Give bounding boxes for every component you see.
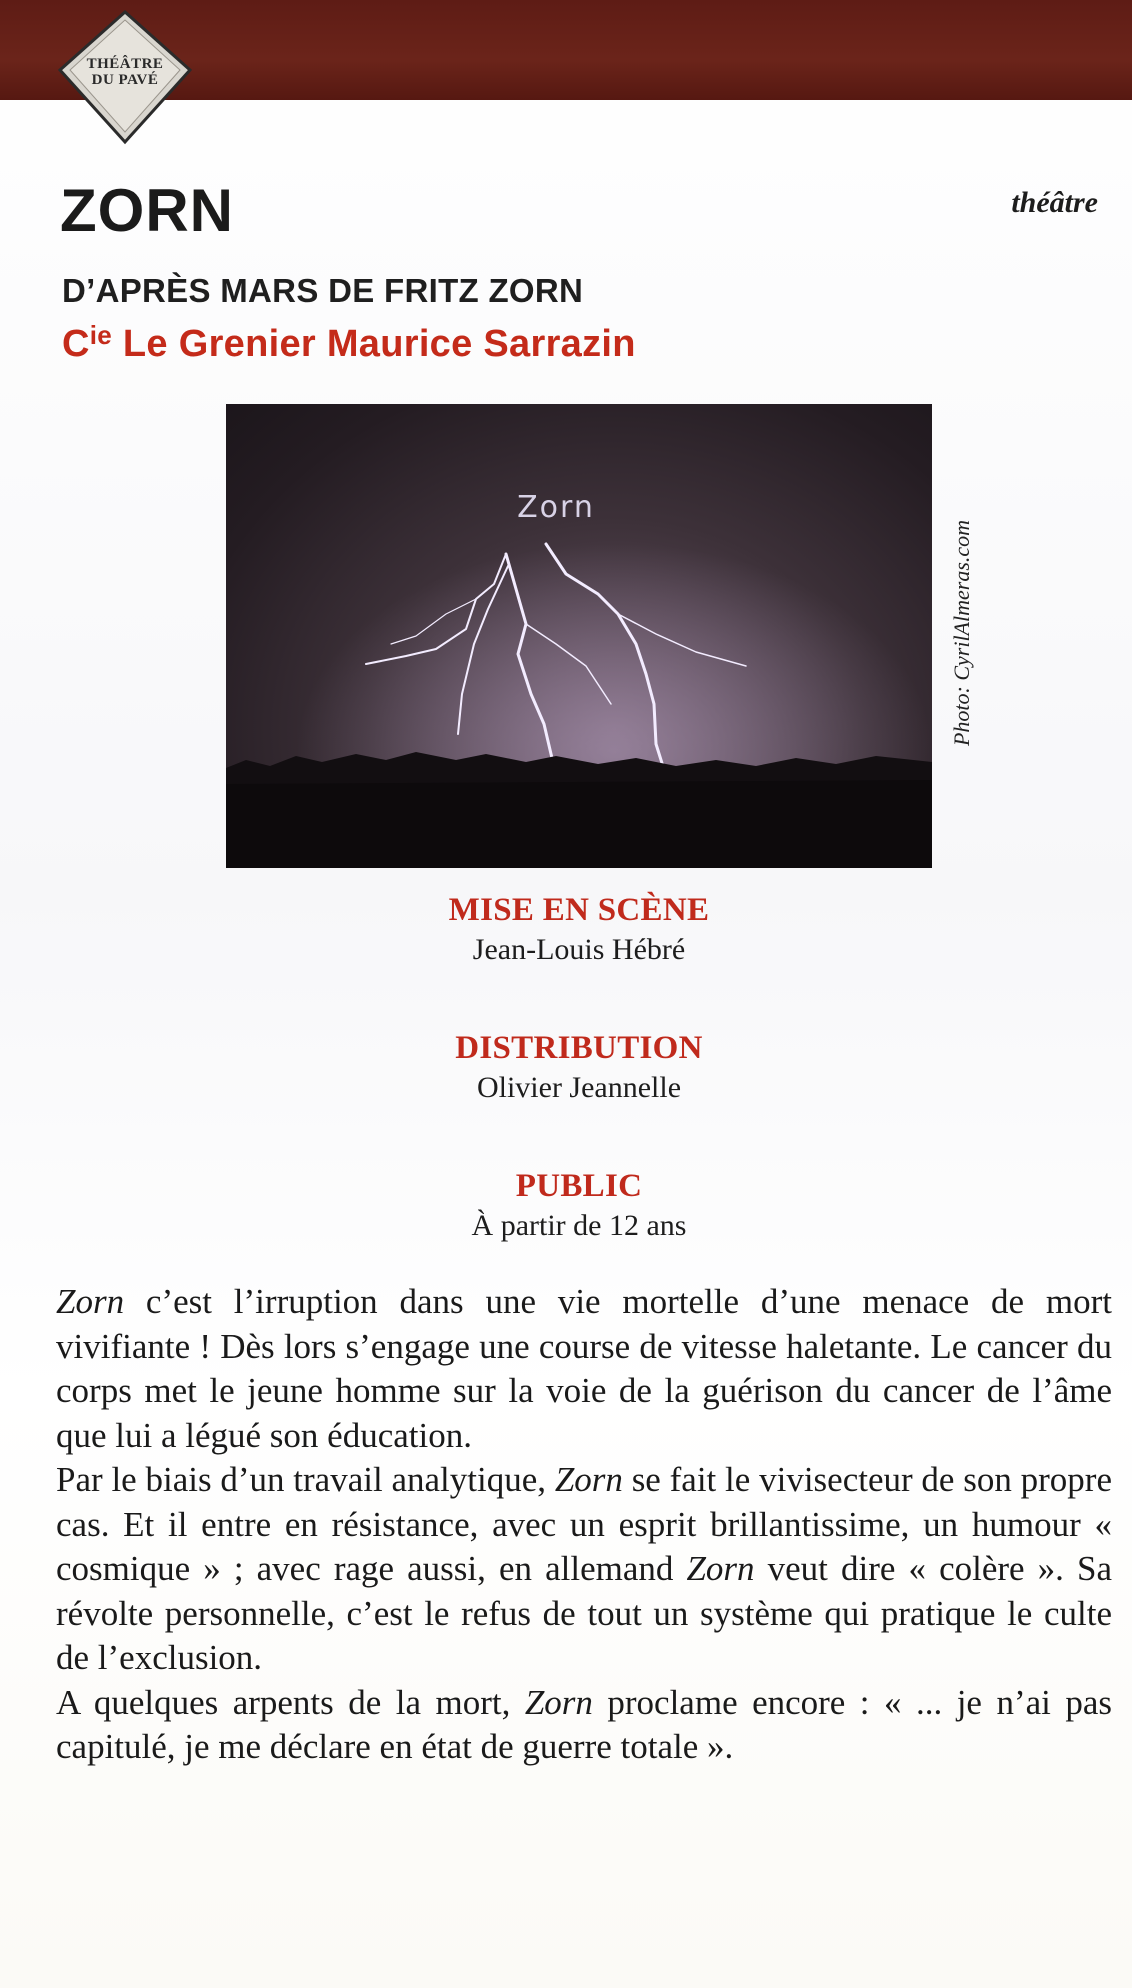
credit-heading: DISTRIBUTION xyxy=(455,1030,703,1066)
lightning-scene-icon xyxy=(226,404,932,868)
company-name xyxy=(62,320,636,366)
description xyxy=(56,1280,1112,1770)
company-superscript: ie xyxy=(89,320,113,350)
credit-item-direction xyxy=(226,890,932,970)
theatre-logo xyxy=(56,8,194,146)
credit-heading: MISE EN SCÈNE xyxy=(448,892,710,928)
badge-line-1: THÉÂTRE xyxy=(86,56,164,72)
paragraph xyxy=(56,1458,1112,1681)
paragraph-text: proclame encore : « ... je n’ai pas capitulé, je me déclare en état de guerre totale ». xyxy=(56,1682,1112,1766)
italic-title: Zorn xyxy=(524,1682,593,1722)
company-prefix: C xyxy=(62,323,90,365)
paragraph-text: Par le biais d’un travail analytique, xyxy=(56,1460,555,1499)
photo-caption: Zorn xyxy=(517,490,595,525)
badge-line-2: DU PAVÉ xyxy=(91,72,159,88)
paragraph-text: se fait le vivisecteur de son propre cas. Et il entre en résistance, avec un esprit brillantissime, un humour « cosmique » ; avec rage aussi, en allemand xyxy=(56,1460,1112,1588)
show-subtitle: D’APRÈS MARS DE FRITZ ZORN xyxy=(62,272,584,309)
show-title: ZORN xyxy=(60,177,234,244)
category-label: théâtre xyxy=(1011,186,1098,219)
credit-value: Jean-Louis Hébré xyxy=(472,933,686,966)
credit-value: À partir de 12 ans xyxy=(471,1209,687,1242)
italic-title: Zorn xyxy=(554,1460,623,1499)
italic-title: Zorn xyxy=(56,1282,125,1321)
photo-credit xyxy=(942,480,982,790)
credit-item-audience xyxy=(226,1166,932,1246)
credits-list xyxy=(226,890,932,1304)
paragraph-text: veut dire « colère ». Sa révolte personnelle, c’est le refus de tout un système qui pratique le culte de l’exclusion. xyxy=(56,1549,1112,1677)
paragraph-text: A quelques arpents de la mort, xyxy=(56,1682,525,1722)
company-name-text: Le Grenier Maurice Sarrazin xyxy=(112,323,636,365)
paragraph xyxy=(56,1681,1112,1770)
italic-title: Zorn xyxy=(686,1549,755,1588)
lightning-photo xyxy=(226,404,932,868)
photo-credit-text: Photo: CyrilAlmeras.com xyxy=(949,519,974,747)
paragraph xyxy=(56,1280,1112,1458)
credit-item-cast xyxy=(226,1028,932,1108)
credit-heading: PUBLIC xyxy=(515,1168,643,1204)
paragraph-text: c’est l’irruption dans une vie mortelle d’une menace de mort vivifiante ! Dès lors s’engage une course de vitesse haletante. Le cancer du corps met le jeune homme sur la voie de la guérison du cancer de l’âme que lui a légué son éducation. xyxy=(56,1282,1112,1455)
credit-value: Olivier Jeannelle xyxy=(476,1071,682,1104)
